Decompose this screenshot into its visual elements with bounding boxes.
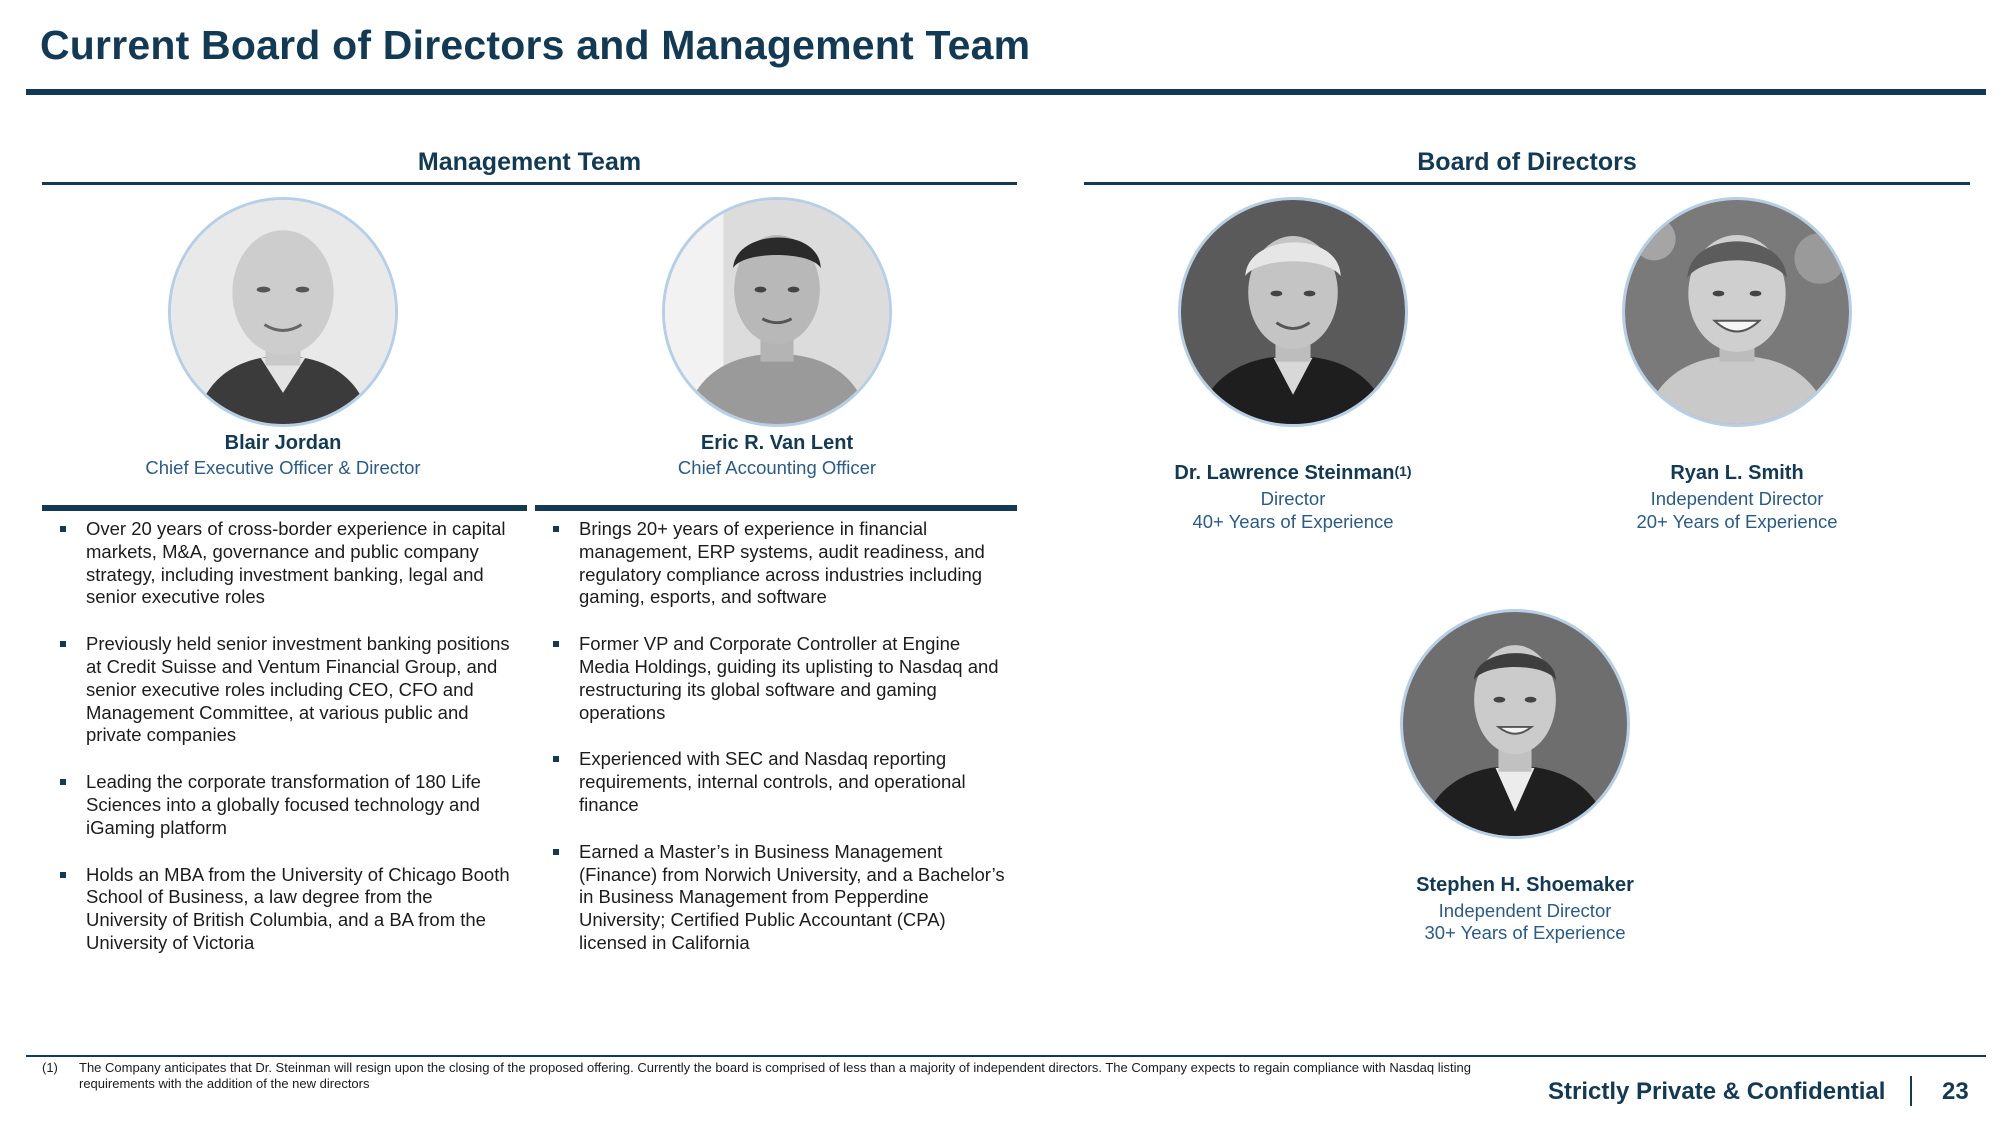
footnote-text: The Company anticipates that Dr. Steinman will resign upon the closing of the proposed offering. Currently the board is comprised of less than a majority of independent directors. The Company expects to regain compliance with Nasdaq listing requirements with the addition of the new directors xyxy=(79,1060,1471,1091)
bullet-icon xyxy=(60,779,66,785)
bio-item: Former VP and Corporate Controller at Engine Media Holdings, guiding its uplisting to Nasdaq and restructuring its global software and gaming operations xyxy=(535,633,1015,724)
board-of-directors-rule xyxy=(1084,182,1970,185)
footer-divider xyxy=(26,1055,1986,1057)
bullet-icon xyxy=(553,526,559,532)
ryan-smith-role: Independent Director xyxy=(1650,488,1824,509)
blair-jordan-role: Chief Executive Officer & Director xyxy=(145,457,421,478)
title-divider xyxy=(26,89,1986,95)
bullet-icon xyxy=(60,872,66,878)
lawrence-steinman-experience: 40+ Years of Experience xyxy=(1192,511,1394,532)
bullet-icon xyxy=(60,526,66,532)
bullet-icon xyxy=(60,641,66,647)
bullet-icon xyxy=(553,849,559,855)
management-team-heading: Management Team xyxy=(417,148,642,176)
stephen-shoemaker-photo xyxy=(1400,609,1630,839)
eric-van-lent-photo xyxy=(662,197,892,427)
bio-item: Previously held senior investment banking positions at Credit Suisse and Ventum Financial Group, and senior executive roles including CEO, CFO and Management Committee, at various public and private companies xyxy=(42,633,512,747)
footnote-marker: (1) xyxy=(42,1060,58,1075)
lawrence-steinman-role: Director xyxy=(1260,488,1326,509)
blair-jordan-bio-rule xyxy=(42,505,527,511)
footnote-reference: (1) xyxy=(1394,463,1412,479)
portrait-photo-icon xyxy=(171,200,395,424)
blair-jordan-photo xyxy=(168,197,398,427)
bio-item: Leading the corporate transformation of 180 Life Sciences into a globally focused technology and iGaming platform xyxy=(42,771,512,839)
eric-van-lent-bio-rule xyxy=(535,505,1017,511)
bullet-icon xyxy=(553,756,559,762)
confidentiality-label: Strictly Private & Confidential xyxy=(1548,1078,1886,1105)
bullet-icon xyxy=(553,641,559,647)
portrait-photo-icon xyxy=(1625,200,1849,424)
eric-van-lent-name: Eric R. Van Lent xyxy=(700,432,854,454)
eric-van-lent-bio-list xyxy=(535,518,1015,979)
portrait-photo-icon xyxy=(1403,612,1627,836)
ryan-smith-photo xyxy=(1622,197,1852,427)
portrait-photo-icon xyxy=(665,200,889,424)
page-title: Current Board of Directors and Management Team xyxy=(40,22,1031,68)
bio-item: Brings 20+ years of experience in financial management, ERP systems, audit readiness, and regulatory compliance across industries including gaming, esports, and software xyxy=(535,518,1015,609)
board-of-directors-heading: Board of Directors xyxy=(1417,148,1637,176)
management-team-rule xyxy=(42,182,1017,185)
bio-item: Experienced with SEC and Nasdaq reporting requirements, internal controls, and operational finance xyxy=(535,748,1015,816)
ryan-smith-name: Ryan L. Smith xyxy=(1670,462,1804,484)
blair-jordan-name: Blair Jordan xyxy=(224,432,342,454)
blair-jordan-bio-list xyxy=(42,518,512,979)
lawrence-steinman-photo xyxy=(1178,197,1408,427)
stephen-shoemaker-role: Independent Director xyxy=(1438,900,1612,921)
bio-item: Holds an MBA from the University of Chicago Booth School of Business, a law degree from the University of British Columbia, and a BA from the University of Victoria xyxy=(42,864,512,955)
portrait-photo-icon xyxy=(1181,200,1405,424)
page-number: 23 xyxy=(1942,1078,1969,1105)
lawrence-steinman-name: Dr. Lawrence Steinman$^{(1)}$ xyxy=(1174,462,1412,484)
bio-item: Earned a Master’s in Business Management (Finance) from Norwich University, and a Bachelor’s in Business Management from Pepperdine University; Certified Public Accountant (CPA) licensed in California xyxy=(535,841,1015,955)
bio-item: Over 20 years of cross-border experience in capital markets, M&A, governance and public company strategy, including investment banking, legal and senior executive roles xyxy=(42,518,512,609)
stephen-shoemaker-name: Stephen H. Shoemaker xyxy=(1416,874,1634,896)
ryan-smith-experience: 20+ Years of Experience xyxy=(1636,511,1838,532)
footer-separator xyxy=(1910,1076,1912,1106)
stephen-shoemaker-experience: 30+ Years of Experience xyxy=(1424,922,1626,943)
eric-van-lent-role: Chief Accounting Officer xyxy=(677,457,877,478)
